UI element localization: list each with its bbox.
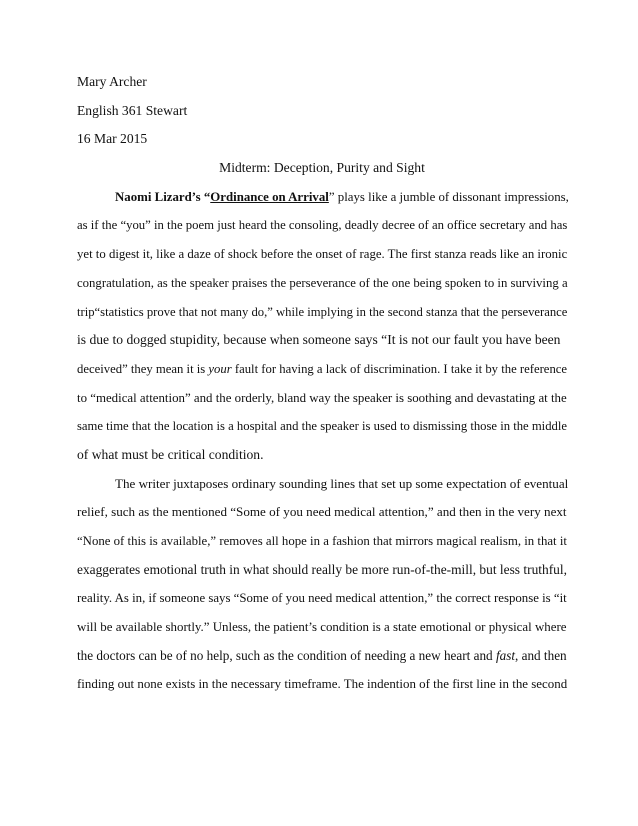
paragraph-text: the doctors can be of no help, such as the condition of needing a new heart and bbox=[77, 647, 493, 663]
paragraph-line: same time that the location is a hospital and the speaker is used to dismissing those in the middle bbox=[77, 419, 567, 434]
paragraph-line: of what must be critical condition. bbox=[77, 446, 264, 462]
paragraph-line: finding out none exists in the necessary timeframe. The indention of the first line in the second bbox=[77, 676, 568, 692]
paragraph-line: yet to digest it, like a daze of shock before the onset of rage. The first stanza reads like an ironic bbox=[77, 247, 568, 262]
paragraph-line: as if the “you” in the poem just heard the consoling, deadly decree of an office secretary and has bbox=[77, 218, 568, 233]
paragraph-text: ” plays like a jumble of dissonant impressions, bbox=[328, 189, 569, 204]
paragraph-line: is due to dogged stupidity, because when someone says “It is not our fault you have been bbox=[77, 332, 561, 348]
paragraph-line: to “medical attention” and the orderly, bland way the speaker is soothing and devastating at the bbox=[77, 390, 567, 405]
paragraph-line: exaggerates emotional truth in what should really be more run-of-the-mill, but less truthful, bbox=[77, 561, 567, 577]
paragraph-line: relief, such as the mentioned “Some of you need medical attention,” and then in the very next bbox=[77, 504, 567, 520]
course-info: English 361 Stewart bbox=[77, 102, 188, 118]
date: 16 Mar 2015 bbox=[77, 131, 148, 147]
paragraph-line: congratulation, as the speaker praises the perseverance of the one being spoken to in surviving a bbox=[77, 275, 568, 290]
essay-title: Midterm: Deception, Purity and Sight bbox=[219, 160, 425, 176]
paragraph-text: fault for having a lack of discrimination. I take it by the reference bbox=[231, 361, 568, 376]
paragraph-text: , and then bbox=[515, 647, 567, 663]
paragraph-1 bbox=[77, 183, 567, 470]
paragraph-line: trip“statistics prove that not many do,” while implying in the second stanza that the perseverance bbox=[77, 304, 568, 319]
document-body bbox=[77, 68, 567, 699]
emphasis-text: your bbox=[208, 361, 232, 376]
poet-name: Naomi Lizard’s bbox=[115, 189, 201, 204]
paragraph-line: “None of this is available,” removes all hope in a fashion that mirrors magical realism, in that it bbox=[77, 534, 567, 548]
paragraph-line bbox=[77, 355, 567, 384]
paragraph-line: reality. As in, if someone says “Some of you need medical attention,” the correct response is “it bbox=[77, 591, 567, 606]
author-name: Mary Archer bbox=[77, 74, 147, 89]
emphasis-text: fast bbox=[495, 647, 515, 663]
paragraph-text: deceived” they mean it is bbox=[77, 361, 209, 376]
paragraph-2 bbox=[77, 470, 567, 700]
poem-title: Ordinance on Arrival bbox=[210, 189, 329, 204]
paragraph-line: The writer juxtaposes ordinary sounding lines that set up some expectation of eventual bbox=[115, 475, 569, 491]
paragraph-line bbox=[77, 183, 567, 212]
open-quote: “ bbox=[200, 189, 211, 204]
paragraph-line bbox=[77, 642, 567, 671]
paragraph-line: will be available shortly.” Unless, the patient’s condition is a state emotional or physical where bbox=[77, 619, 567, 635]
